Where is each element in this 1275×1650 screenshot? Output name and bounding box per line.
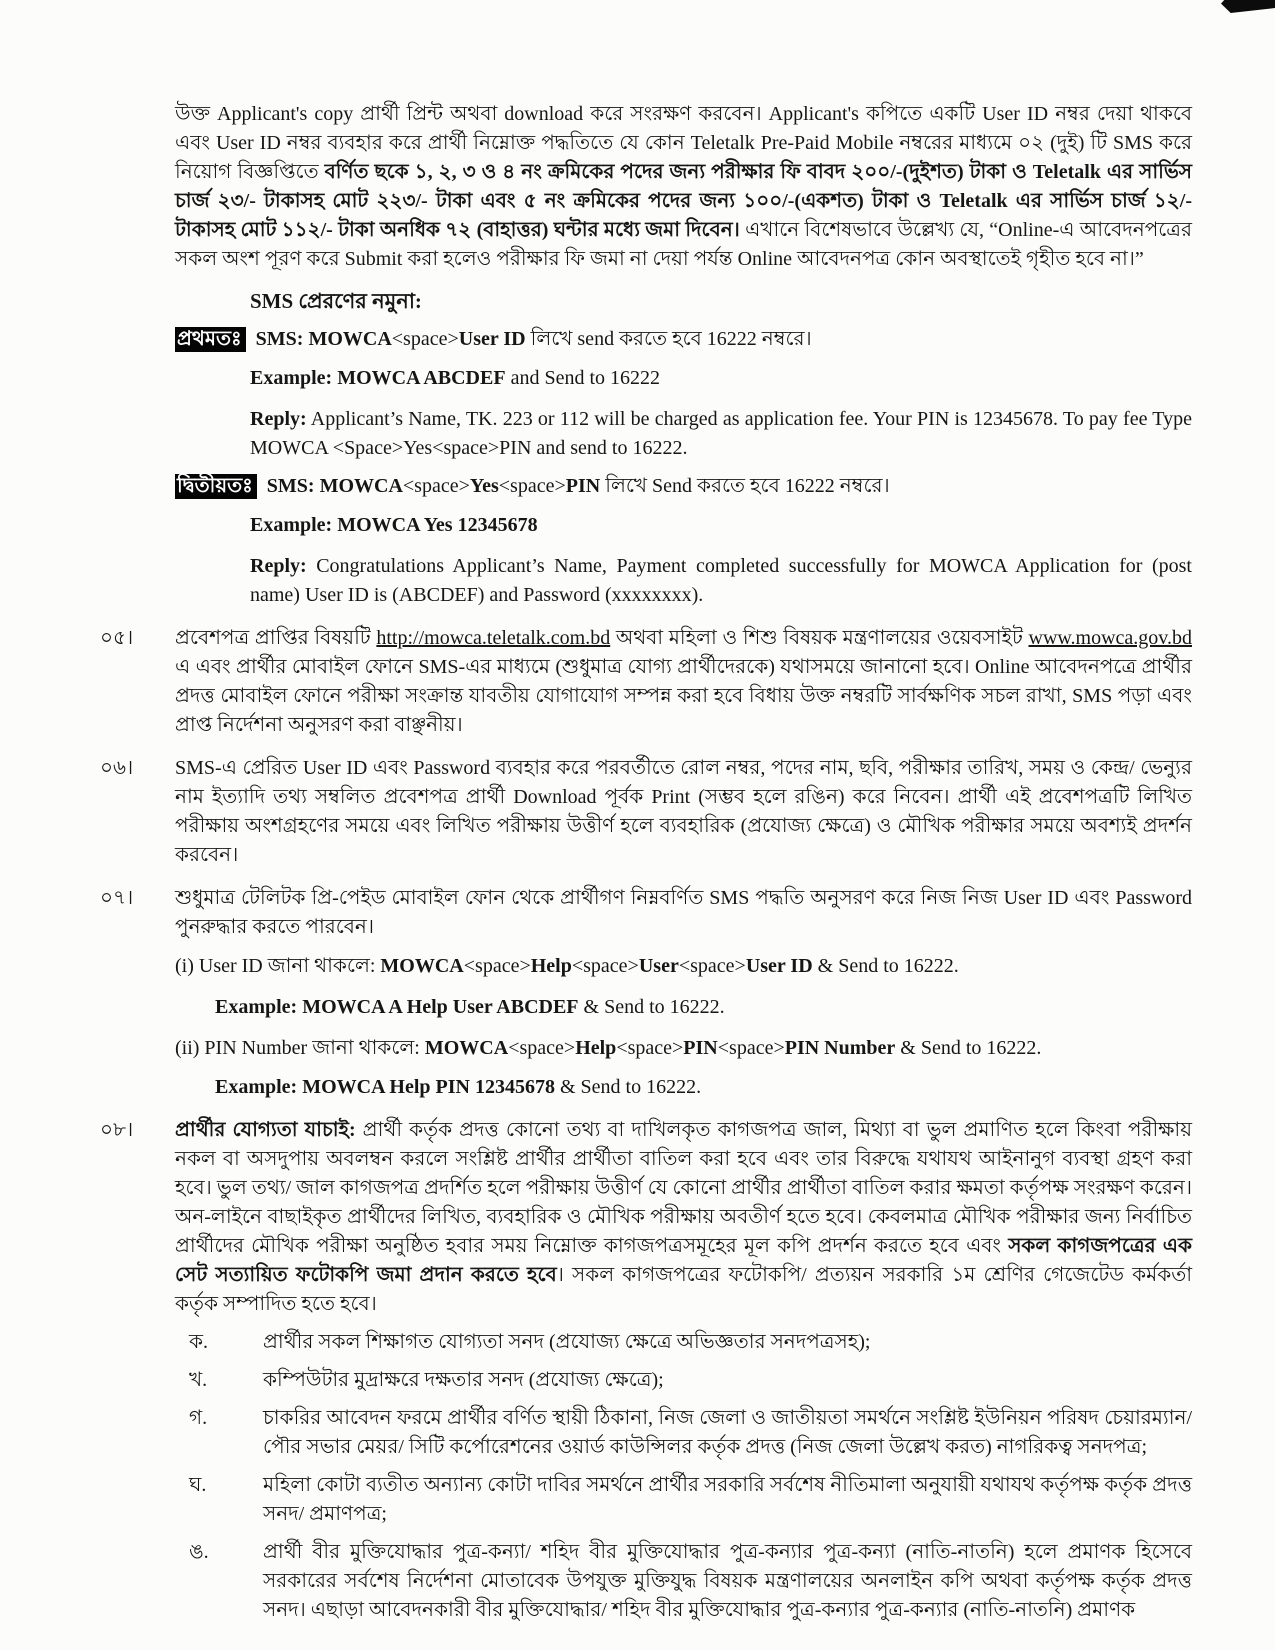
- text-segment: Example: MOWCA Help PIN 12345678: [215, 1076, 555, 1098]
- text-segment: <space>: [717, 1037, 785, 1059]
- block-text: [175, 1034, 1192, 1063]
- block-text: [263, 1328, 1192, 1357]
- text-segment: Applicant’s Name, TK. 223 or 112 will be charged as application fee. Your PIN is 12345678. To pay fee Type MOWCA <Space>Yes<space>PIN and send to 16222.: [250, 408, 1192, 459]
- list-item-05: [100, 624, 1192, 740]
- text-segment: SMS প্রেরণের নমুনা:: [250, 289, 422, 313]
- text-segment: <space>: [463, 955, 531, 977]
- url-text: http://mowca.teletalk.com.bd: [376, 627, 611, 649]
- item-number: ঙ.: [189, 1541, 209, 1563]
- text-segment: & Send to 16222.: [555, 1076, 702, 1098]
- block-text: [175, 100, 1192, 274]
- item-number: ক.: [189, 1331, 208, 1353]
- block-text: [250, 552, 1192, 610]
- item-number: ০৬।: [100, 757, 134, 779]
- text-segment: প্রার্থীর সকল শিক্ষাগত যোগ্যতা সনদ (প্রযোজ্য ক্ষেত্রে অভিজ্ঞতার সনদপত্রসহ);: [263, 1331, 871, 1353]
- recover-userid-example: [100, 993, 1192, 1022]
- document-content: [100, 100, 1192, 1625]
- recover-pin-example: [100, 1073, 1192, 1102]
- text-segment: User ID: [458, 328, 526, 350]
- block-text: [215, 993, 1192, 1022]
- text-segment: লিখে Send করতে হবে 16222 নম্বরে।: [600, 475, 890, 497]
- block-text: [263, 1471, 1192, 1529]
- text-segment: User: [638, 955, 679, 977]
- sms-step-first: [100, 325, 1192, 354]
- text-segment: কম্পিউটার মুদ্রাক্ষরে দক্ষতার সনদ (প্রযোজ্য ক্ষেত্রে);: [263, 1369, 664, 1391]
- item-number: খ.: [189, 1369, 208, 1391]
- text-segment: and Send to 16222: [505, 367, 660, 389]
- list-item-06: [100, 754, 1192, 870]
- sms-step-second-example: [100, 511, 1192, 540]
- block-text: [175, 1116, 1192, 1319]
- url-text: www.mowca.gov.bd: [1028, 627, 1193, 649]
- text-segment: <space>: [391, 328, 459, 350]
- text-segment: SMS: MOWCA: [266, 475, 403, 497]
- block-text: [175, 754, 1192, 870]
- sub-item-gha: [175, 1471, 1192, 1529]
- item-number: ০৭।: [100, 887, 134, 909]
- text-segment: Example: MOWCA ABCDEF: [250, 367, 506, 389]
- text-segment: লিখে send করতে হবে 16222 নম্বরে।: [525, 328, 812, 350]
- intro-paragraph: [100, 100, 1192, 274]
- text-segment: প্রার্থীর যোগ্যতা যাচাই:: [175, 1119, 363, 1141]
- text-segment: MOWCA: [424, 1037, 509, 1059]
- block-text: [175, 952, 1192, 981]
- text-segment: এখানে বিশেষভাবে উল্লেখ্য যে, “Online-এ আবেদনপত্রের সকল অংশ পূরণ করে Submit করা হলেও পরীক্ষার ফি জমা না দেয়া পর্যন্ত Online আবেদনপত্র কোন অবস্থাতেই গৃহীত হবে না।”: [175, 219, 1193, 270]
- sms-step-second-reply: [100, 552, 1192, 610]
- item-number: ০৫।: [100, 627, 134, 649]
- text-segment: PIN Number: [784, 1037, 896, 1059]
- text-segment: <space>: [508, 1037, 576, 1059]
- list-item-07: [100, 884, 1192, 942]
- text-segment: বর্ণিত ছকে ১, ২, ৩ ও ৪ নং ক্রমিকের পদের জন্য পরীক্ষার ফি বাবদ ২০০/-(দুইশত) টাকা ও Teletalk এর সার্ভিস চার্জ ২৩/- টাকাসহ মোট ২২৩/- টাকা এবং ৫ নং ক্রমিকের পদের জন্য ১০০/-(একশত) টাকা ও Teletalk এর সার্ভিস চার্জ ১২/- টাকাসহ মোট ১১২/- টাকা অনধিক ৭২ (বাহাত্তর) ঘন্টার মধ্যে জমা দিবেন।: [175, 161, 1192, 241]
- text-segment: প্রবেশপত্র প্রাপ্তির বিষয়টি: [175, 627, 377, 649]
- text-segment: Reply:: [250, 408, 307, 430]
- block-text: [175, 325, 1192, 354]
- text-segment: Yes: [469, 475, 499, 497]
- item-number: ঘ.: [189, 1474, 207, 1496]
- block-text: [250, 287, 1192, 316]
- block-text: [263, 1366, 1192, 1395]
- sms-step-second: [100, 472, 1192, 501]
- block-text: [250, 364, 1192, 393]
- step-label-highlighted: প্রথমতঃ: [175, 327, 246, 352]
- text-segment: <space>: [616, 1037, 684, 1059]
- text-segment: শুধুমাত্র টেলিটক প্রি-পেইড মোবাইল ফোন থেকে প্রার্থীগণ নিম্নবর্ণিত SMS পদ্ধতি অনুসরণ করে নিজ নিজ User ID এবং Password পুনরুদ্ধার করতে পারবেন।: [175, 887, 1192, 938]
- recover-pin-line: [100, 1034, 1192, 1063]
- sub-item-ka: [175, 1328, 1192, 1357]
- text-segment: (i) User ID জানা থাকলে:: [175, 955, 381, 977]
- block-text: [263, 1404, 1192, 1462]
- block-text: [175, 624, 1192, 740]
- text-segment: SMS: MOWCA: [255, 328, 392, 350]
- text-segment: সকল কাগজপত্রের এক সেট সত্যায়িত ফটোকপি জমা প্রদান করতে হবে: [175, 1235, 1192, 1286]
- text-segment: Help: [575, 1037, 617, 1059]
- text-segment: (ii) PIN Number জানা থাকলে:: [175, 1037, 425, 1059]
- text-segment: User ID: [745, 955, 813, 977]
- text-segment: উক্ত Applicant's copy প্রার্থী প্রিন্ট অথবা download করে সংরক্ষণ করবেন। Applicant's কপিতে একটি User ID নম্বর দেয়া থাকবে এবং User ID নম্বর ব্যবহার করে প্রার্থী নিম্নোক্ত পদ্ধতিতে যে কোন Teletalk Pre-Paid Mobile নম্বরের মাধ্যমে ০২ (দুই) টি SMS করে নিয়োগ বিজ্ঞপ্তিতে: [175, 103, 1192, 183]
- block-text: [175, 884, 1192, 942]
- block-text: [250, 511, 1192, 540]
- sms-step-first-example: [100, 364, 1192, 393]
- item-number: গ.: [189, 1407, 208, 1429]
- step-label-highlighted: দ্বিতীয়তঃ: [175, 474, 257, 499]
- sms-step-first-reply: [100, 405, 1192, 463]
- text-segment: <space>: [498, 475, 566, 497]
- text-segment: Help: [530, 955, 572, 977]
- text-segment: Reply:: [250, 555, 307, 577]
- sub-item-uma: [175, 1538, 1192, 1625]
- sub-item-kha: [175, 1366, 1192, 1395]
- sms-sample-heading: [100, 287, 1192, 316]
- text-segment: PIN: [683, 1037, 718, 1059]
- text-segment: & Send to 16222.: [895, 1037, 1042, 1059]
- text-segment: & Send to 16222.: [578, 996, 725, 1018]
- text-segment: MOWCA: [380, 955, 464, 977]
- recover-userid-line: [100, 952, 1192, 981]
- text-segment: Example: MOWCA Yes 12345678: [250, 514, 538, 536]
- text-segment: <space>: [678, 955, 746, 977]
- text-segment: প্রার্থী বীর মুক্তিযোদ্ধার পুত্র-কন্যা/ শহিদ বীর মুক্তিযোদ্ধার পুত্র-কন্যার পুত্র-কন্যা (নাতি-নাতনি) হলে প্রমাণক হিসেবে সরকারের সর্বশেষ নির্দেশনা মোতাবেক উপযুক্ত মুক্তিযুদ্ধ বিষয়ক মন্ত্রণালয়ের অনলাইন কপি অথবা কর্তৃপক্ষ কর্তৃক প্রদত্ত সনদ। এছাড়া আবেদনকারী বীর মুক্তিযোদ্ধার/ শহিদ বীর মুক্তিযোদ্ধার পুত্র-কন্যার পুত্র-কন্যার (নাতি-নাতনি) প্রমাণক: [263, 1541, 1192, 1621]
- text-segment: প্রার্থী কর্তৃক প্রদত্ত কোনো তথ্য বা দাখিলকৃত কাগজপত্র জাল, মিথ্যা বা ভুল প্রমাণিত হলে কিংবা পরীক্ষায় নকল বা অসদুপায় অবলম্বন করলে সংশ্লিষ্ট প্রার্থীর প্রার্থীতা বাতিল করা হবে এবং তার বিরুদ্ধে যথাযথ আইনানুগ ব্যবস্থা গ্রহণ করা হবে। ভুল তথ্য/ জাল কাগজপত্র প্রদর্শিত হলে পরীক্ষায় উত্তীর্ণ যে কোনো প্রার্থীর প্রার্থীতা বাতিল করার ক্ষমতা কর্তৃপক্ষ সংরক্ষণ করেন। অন-লাইনে বাছাইকৃত প্রার্থীদের লিখিত, ব্যবহারিক ও মৌখিক পরীক্ষায় অবতীর্ণ হতে হবে। কেবলমাত্র মৌখিক পরীক্ষার জন্য নির্বাচিত প্রার্থীদের মৌখিক পরীক্ষা অনুষ্ঠিত হবার সময় নিম্নোক্ত কাগজপত্রসমূহের মূল কপি প্রদর্শন করতে হবে এবং: [175, 1119, 1193, 1257]
- text-segment: এ এবং প্রার্থীর মোবাইল ফোনে SMS-এর মাধ্যমে (শুধুমাত্র যোগ্য প্রার্থীদেরকে) যথাসময়ে জানানো হবে। Online আবেদনপত্রে প্রার্থীর প্রদত্ত মোবাইল ফোনে পরীক্ষা সংক্রান্ত যাবতীয় যোগাযোগ সম্পন্ন করা হবে বিধায় উক্ত নম্বরটি সার্বক্ষণিক সচল রাখা, SMS পড়া এবং প্রাপ্ত নির্দেশনা অনুসরণ করা বাঞ্ছনীয়।: [175, 656, 1192, 736]
- sub-item-ga: [175, 1404, 1192, 1462]
- text-segment: PIN: [565, 475, 601, 497]
- item-number: ০৮।: [100, 1119, 134, 1141]
- text-segment: & Send to 16222.: [812, 955, 959, 977]
- text-segment: Congratulations Applicant’s Name, Payment completed successfully for MOWCA Application for (post name) User ID is (ABCDEF) and Password (xxxxxxxx).: [250, 555, 1192, 606]
- text-segment: মহিলা কোটা ব্যতীত অন্যান্য কোটা দাবির সমর্থনে প্রার্থীর সরকারি সর্বশেষ নীতিমালা অনুযায়ী যথাযথ কর্তৃপক্ষ কর্তৃক প্রদত্ত সনদ/ প্রমাণপত্র;: [263, 1474, 1192, 1525]
- block-text: [215, 1073, 1192, 1102]
- text-segment: চাকরির আবেদন ফরমে প্রার্থীর বর্ণিত স্থায়ী ঠিকানা, নিজ জেলা ও জাতীয়তা সমর্থনে সংশ্লিষ্ট ইউনিয়ন পরিষদ চেয়ারম্যান/ পৌর সভার মেয়র/ সিটি কর্পোরেশনের ওয়ার্ড কাউন্সিলর কর্তৃক প্রদত্ত (নিজ জেলা উল্লেখ করত) নাগরিকত্ব সনদপত্র;: [263, 1407, 1192, 1458]
- block-text: [250, 405, 1192, 463]
- list-item-08: [100, 1116, 1192, 1319]
- scan-artifact-corner: [1221, 0, 1275, 13]
- text-segment: <space>: [402, 475, 470, 497]
- block-text: [175, 472, 1192, 501]
- text-segment: । সকল কাগজপত্রের ফটোকপি/ প্রত্যয়ন সরকারি ১ম শ্রেণির গেজেটেড কর্মকর্তা কর্তৃক সম্পাদিত হতে হবে।: [175, 1264, 1193, 1315]
- text-segment: <space>: [571, 955, 639, 977]
- text-segment: অথবা মহিলা ও শিশু বিষয়ক মন্ত্রণালয়ের ওয়েবসাইট: [610, 627, 1029, 649]
- text-segment: SMS-এ প্রেরিত User ID এবং Password ব্যবহার করে পরবর্তীতে রোল নম্বর, পদের নাম, ছবি, পরীক্ষার তারিখ, সময় ও কেন্দ্র/ ভেন্যুর নাম ইত্যাদি তথ্য সম্বলিত প্রবেশপত্র প্রার্থী Download পূর্বক Print (সম্ভব হলে রঙিন) করে নিবেন। প্রার্থী এই প্রবেশপত্রটি লিখিত পরীক্ষায় অংশগ্রহণের সময়ে এবং লিখিত পরীক্ষায় উত্তীর্ণ হলে ব্যবহারিক (প্রযোজ্য ক্ষেত্রে) ও মৌখিক পরীক্ষার সময়ে অবশ্যই প্রদর্শন করবেন।: [175, 757, 1192, 866]
- block-text: [263, 1538, 1192, 1625]
- text-segment: Example: MOWCA A Help User ABCDEF: [215, 996, 579, 1018]
